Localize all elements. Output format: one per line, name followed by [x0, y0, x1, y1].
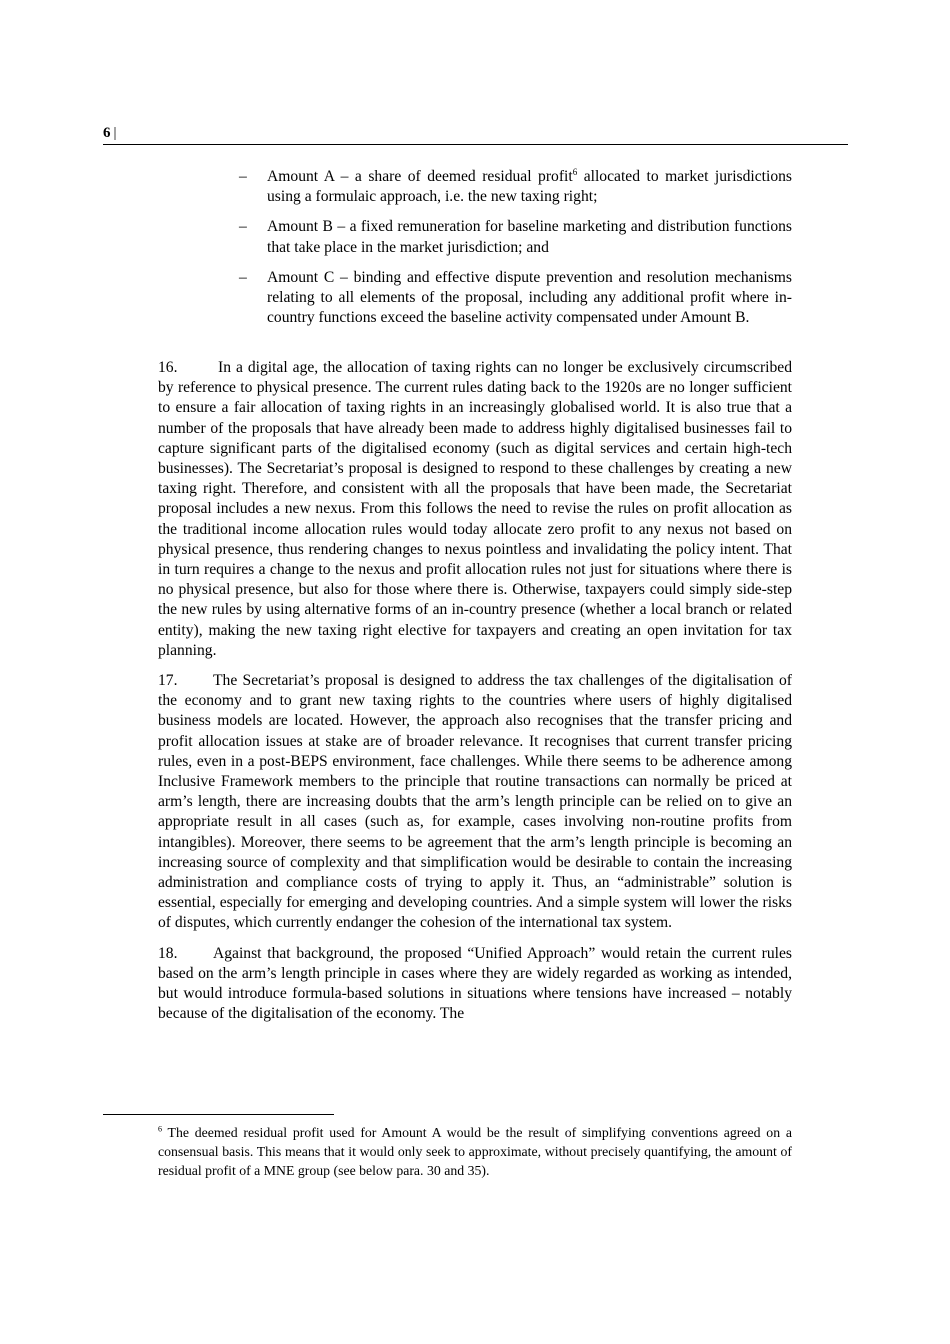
list-item-amount-c [235, 268, 792, 329]
page-header [103, 124, 848, 145]
bullet-dash: – [239, 168, 247, 185]
body-text [158, 358, 792, 1035]
footnote-marker: 6 [158, 1124, 162, 1134]
footnote-divider [103, 1114, 334, 1115]
paragraph-18 [158, 944, 792, 1025]
paragraph-number: 16. [158, 359, 178, 376]
paragraph-number: 18. [158, 944, 178, 962]
bullet-text-continued: allocated to market jurisdictions using a formulaic approach, i.e. the new taxing right; [267, 168, 792, 206]
footnote-text: The deemed residual profit used for Amount A would be the result of simplifying conventions agreed on a consensual basis. This means that it would only seek to approximate, without precisely quantifying, the amount of residual profit of a MNE group (see below para. 30 and 35). [158, 1125, 792, 1178]
paragraph-text: In a digital age, the allocation of taxing rights can no longer be exclusively circumscribed by reference to physical presence. The current rules dating back to the 1920s are no longer sufficient to ensure a fair allocation of taxing rights in an increasingly globalised world. It is also true that a number of the proposals that have already been made to address highly digitalised businesses fail to capture significant parts of the digitalised economy (such as digital services and certain high-tech businesses). The Secretariat’s proposal is designed to respond to these challenges by creating a new taxing right. Therefore, and consistent with all the proposals that have been made, the Secretariat proposal includes a new nexus. From this follows the need to revise the rules on profit allocation as the traditional income allocation rules would today allocate zero profit to any nexus not based on physical presence, thus rendering changes to nexus pointless and invalidating the policy intent. That in turn requires a change to the nexus and profit allocation rules not just for situations where there is no physical presence, but also for those where there is. Otherwise, taxpayers could simply side-step the new rules by using alternative forms of an in-country presence (whether a local branch or related entity), making the new taxing right elective for taxpayers and creating an open invitation for tax planning. [158, 359, 792, 659]
bullet-dash: – [239, 268, 247, 286]
footnote [158, 1124, 792, 1180]
bullet-dash: – [239, 218, 247, 236]
bullet-text: Amount C – binding and effective dispute prevention and resolution mechanisms relating to all elements of the proposal, including any additional profit where in-country functions exceed the baseline activity compensated under Amount B. [267, 268, 792, 327]
bullet-text: Amount A – a share of deemed residual profit [267, 168, 573, 185]
paragraph-17 [158, 671, 792, 934]
paragraph-number: 17. [158, 672, 178, 690]
header-separator: | [113, 125, 117, 141]
footnote-reference[interactable]: 6 [572, 166, 578, 177]
list-item-amount-b [235, 217, 792, 257]
amount-list [235, 167, 792, 338]
page-number: 6 [103, 125, 111, 141]
paragraph-text: The Secretariat’s proposal is designed to address the tax challenges of the digitalisation of the economy and to grant new taxing rights to the countries where users of highly digitalised business models are located. However, the approach also recognises that the transfer pricing and profit allocation issues at stake are of broader relevance. It recognises that current transfer pricing rules, even in a post-BEPS environment, face challenges. While there seems to be adherence among Inclusive Framework members to the principle that routine transactions can normally be priced at arm’s length, there are increasing doubts that the arm’s length principle can be relied on to give an appropriate result in all cases (such as, for example, cases involving non-routine profits from intangibles). Moreover, there seems to be agreement that the arm’s length principle is becoming an increasing source of complexity and that simplification would be desirable to contain the increasing administration and compliance costs of trying to apply it. Thus, an “administrable” solution is essential, especially for emerging and developing countries. And a simple system will lower the risks of disputes, which currently endanger the cohesion of the international tax system. [158, 672, 792, 932]
paragraph-text: Against that background, the proposed “Unified Approach” would retain the current rules based on the arm’s length principle in cases where they are widely regarded as working as intended, but would introduce formula-based solutions in situations where tensions have increased – notably because of the digitalisation of the economy. The [158, 944, 792, 1023]
list-item-amount-a [235, 167, 792, 207]
bullet-text: Amount B – a fixed remuneration for baseline marketing and distribution functions that take place in the market jurisdiction; and [267, 218, 792, 256]
paragraph-16 [158, 358, 792, 661]
